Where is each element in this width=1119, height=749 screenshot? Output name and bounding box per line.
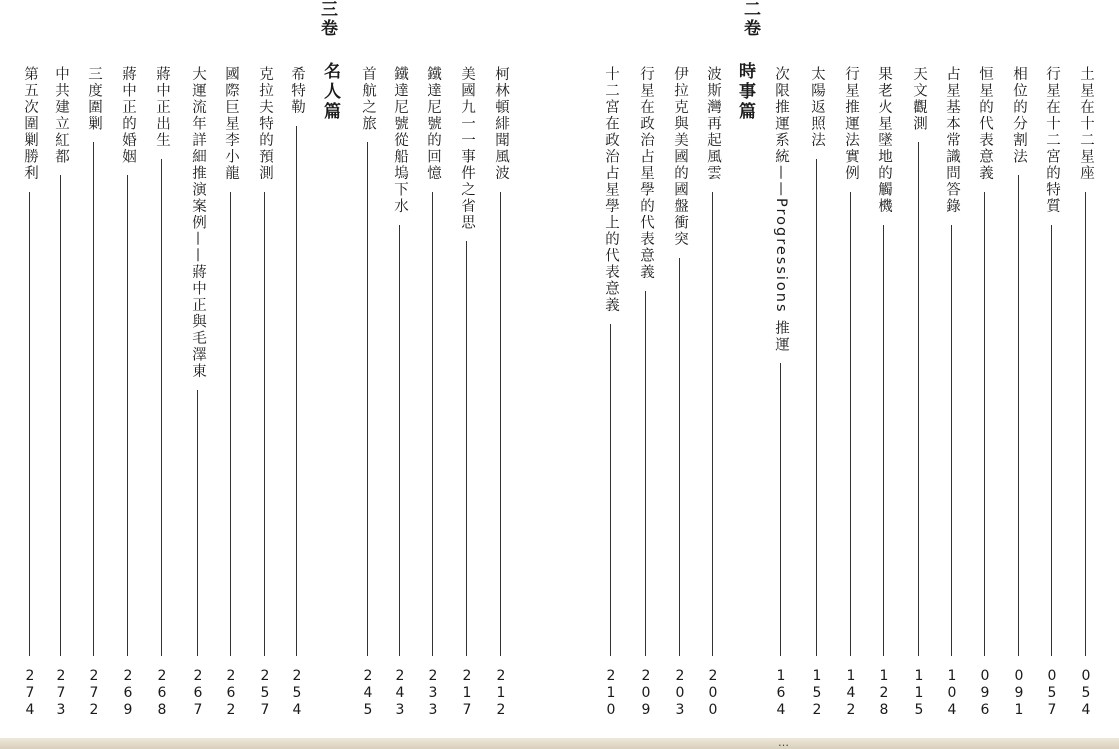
entry-page-number: 152 — [809, 668, 825, 719]
entry-page-number: 257 — [257, 668, 273, 719]
entry-page-number: 091 — [1011, 668, 1027, 719]
entry-page-number: 209 — [638, 668, 654, 719]
toc-entry — [769, 0, 793, 740]
section-title: 名人篇 — [320, 62, 340, 122]
leader-line — [951, 225, 952, 657]
entry-page-number: 210 — [603, 668, 619, 719]
entry-title: 大運流年詳細推演案例——蔣中正與毛澤東 — [190, 66, 206, 380]
leader-line — [264, 192, 265, 657]
entry-page-number: 142 — [843, 668, 859, 719]
entry-page-number: 212 — [493, 668, 509, 719]
toc-entry — [907, 0, 931, 740]
entry-page-number: 217 — [459, 668, 475, 719]
leader-line — [1018, 175, 1019, 656]
leader-line — [127, 175, 128, 656]
leader-line — [500, 192, 501, 657]
section-title: 時事篇 — [735, 62, 755, 122]
toc-entry — [18, 0, 42, 740]
leader-line — [610, 324, 611, 657]
toc-entry — [253, 0, 277, 740]
toc-entry — [49, 0, 73, 740]
leader-line — [1085, 192, 1086, 657]
toc-entry — [1007, 0, 1031, 740]
toc-entry — [82, 0, 106, 740]
page-bottom-edge — [0, 738, 1119, 749]
toc-entry — [973, 0, 997, 740]
volume-header-left: 三卷 — [317, 0, 337, 38]
leader-line — [780, 363, 781, 656]
leader-line — [296, 126, 297, 657]
entry-title: 伊拉克與美國的國盤衝突 — [672, 66, 688, 248]
toc-entry — [489, 0, 513, 740]
entry-page-number: 115 — [911, 668, 927, 719]
toc-entry — [1074, 0, 1098, 740]
entry-page-number: 054 — [1078, 668, 1094, 719]
toc-entry — [356, 0, 380, 740]
toc-entry — [150, 0, 174, 740]
entry-title: 波斯灣再起風雲 — [705, 66, 721, 182]
entry-title: 國際巨星李小龍 — [223, 66, 239, 182]
entry-title: 果老火星墜地的觸機 — [876, 66, 892, 215]
toc-entry — [805, 0, 829, 740]
leader-line — [1051, 225, 1052, 657]
entry-page-number: 272 — [86, 668, 102, 719]
entry-title: 首航之旅 — [360, 66, 376, 132]
entry-title: 土星在十二星座 — [1078, 66, 1094, 182]
entry-page-number: 245 — [360, 668, 376, 719]
entry-title: 鐵達尼號的回憶 — [425, 66, 441, 182]
entry-page-number: 267 — [190, 668, 206, 719]
entry-page-number: 057 — [1044, 668, 1060, 719]
entry-page-number: 200 — [705, 668, 721, 719]
toc-entry — [701, 0, 725, 740]
toc-entry — [599, 0, 623, 740]
leader-line — [93, 142, 94, 656]
entry-page-number: 203 — [672, 668, 688, 719]
toc-entry — [421, 0, 445, 740]
toc-section-heading — [733, 0, 760, 740]
entry-page-number: 262 — [223, 668, 239, 719]
entry-title: 行星推運法實例 — [843, 66, 859, 182]
entry-page-number: 268 — [154, 668, 170, 719]
entry-page-number: 274 — [22, 668, 38, 719]
entry-page-number: 243 — [392, 668, 408, 719]
entry-page-number: 254 — [289, 668, 305, 719]
entry-title: 克拉夫特的預測 — [257, 66, 273, 182]
leader-line — [29, 192, 30, 657]
leader-line — [850, 192, 851, 657]
leader-line — [918, 142, 919, 656]
toc-entry — [634, 0, 658, 740]
entry-title: 太陽返照法 — [809, 66, 825, 149]
entry-page-number: 269 — [120, 668, 136, 719]
entry-title: 十二宮在政治占星學上的代表意義 — [603, 66, 619, 314]
entry-title: 第五次圍剿勝利 — [22, 66, 38, 182]
entry-title: 天文觀測 — [911, 66, 927, 132]
toc-entry — [668, 0, 692, 740]
leader-line — [197, 390, 198, 657]
entry-title: 柯林頓緋聞風波 — [493, 66, 509, 182]
entry-page-number: 273 — [53, 668, 69, 719]
toc-entry — [839, 0, 863, 740]
entry-title: 行星在政治占星學的代表意義 — [638, 66, 654, 281]
entry-title: 美國九一一事件之省思 — [459, 66, 475, 231]
entry-title: 中共建立紅都 — [53, 66, 69, 165]
leader-line — [712, 192, 713, 657]
entry-title: 相位的分割法 — [1011, 66, 1027, 165]
entry-title: 次限推運系統——Progressions 推運 — [773, 66, 789, 354]
entry-title: 鐵達尼號從船塢下水 — [392, 66, 408, 215]
page-mark: … — [778, 736, 789, 749]
entry-page-number: 096 — [977, 668, 993, 719]
toc-section-heading — [318, 0, 342, 740]
leader-line — [432, 192, 433, 657]
toc-entry — [219, 0, 243, 740]
leader-line — [883, 225, 884, 657]
entry-page-number: 128 — [876, 668, 892, 719]
entry-title: 蔣中正出生 — [154, 66, 170, 149]
leader-line — [399, 225, 400, 657]
entry-title: 恒星的代表意義 — [977, 66, 993, 182]
toc-entry — [285, 0, 309, 740]
entry-page-number: 233 — [425, 668, 441, 719]
entry-title: 蔣中正的婚姻 — [120, 66, 136, 165]
toc-entry — [388, 0, 412, 740]
entry-title: 希特勒 — [289, 66, 305, 116]
leader-line — [645, 291, 646, 657]
entry-title: 占星基本常識問答錄 — [944, 66, 960, 215]
entry-title: 三度圍剿 — [86, 66, 102, 132]
entry-page-number: 104 — [944, 668, 960, 719]
toc-entry — [872, 0, 896, 740]
entry-page-number: 164 — [773, 668, 789, 719]
leader-line — [984, 192, 985, 657]
leader-line — [679, 258, 680, 657]
toc-entry — [940, 0, 964, 740]
volume-header-right: 二卷 — [740, 0, 760, 38]
toc-entry — [116, 0, 140, 740]
leader-line — [161, 159, 162, 657]
leader-line — [367, 142, 368, 656]
leader-line — [466, 241, 467, 656]
toc-entry — [186, 0, 210, 740]
toc-entry — [1040, 0, 1064, 740]
leader-line — [60, 175, 61, 656]
leader-line — [816, 159, 817, 657]
entry-title: 行星在十二宮的特質 — [1044, 66, 1060, 215]
toc-entry — [455, 0, 479, 740]
leader-line — [230, 192, 231, 657]
